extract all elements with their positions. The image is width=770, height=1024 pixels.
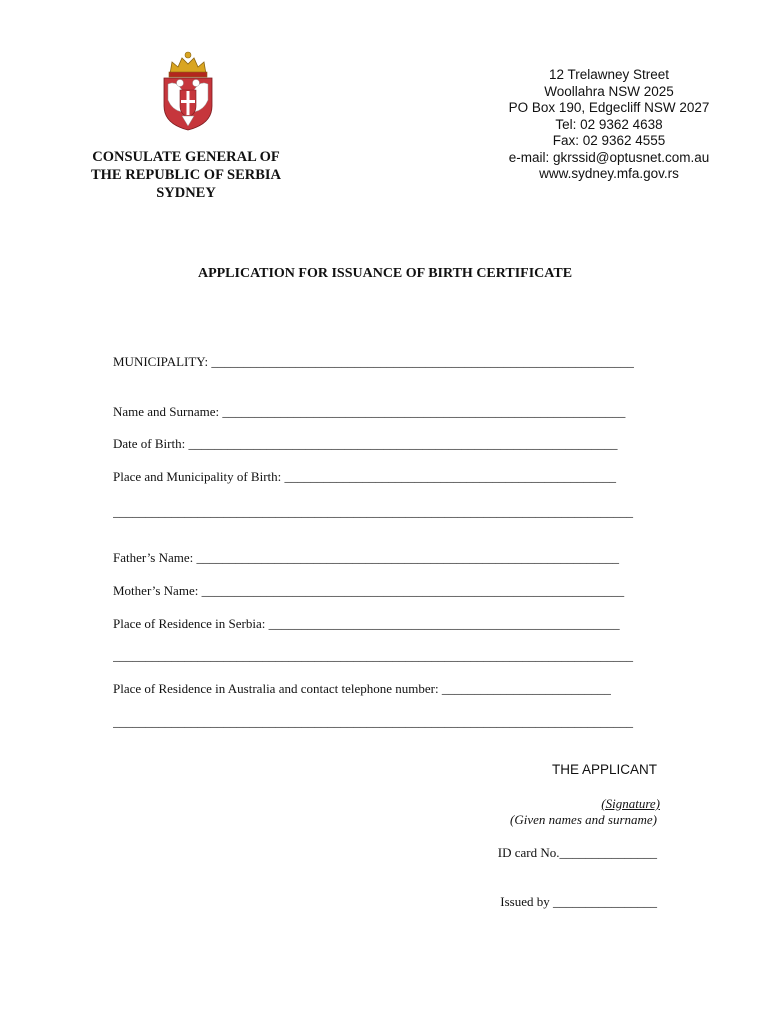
- residence-australia-label: Place of Residence in Australia and contact telephone number:: [113, 681, 442, 696]
- given-names-label: (Given names and surname): [510, 812, 657, 827]
- signature-label: (Signature): [601, 796, 660, 811]
- municipality-blank[interactable]: _________________________________________________________________: [211, 354, 634, 369]
- name-surname-blank[interactable]: ______________________________________________________________: [222, 404, 626, 419]
- consulate-line-3: SYDNEY: [156, 185, 216, 201]
- date-of-birth-label: Date of Birth:: [113, 436, 189, 451]
- mother-name-field[interactable]: [113, 583, 658, 599]
- address-email: e-mail: gkrssid@optusnet.com.au: [508, 149, 710, 165]
- residence-australia-continuation-blank[interactable]: ________________________________________________________________________________: [113, 714, 633, 729]
- residence-serbia-continuation[interactable]: [113, 648, 658, 664]
- residence-serbia-continuation-blank[interactable]: ________________________________________________________________________________: [113, 648, 633, 663]
- id-card-label: ID card No.: [497, 845, 560, 860]
- residence-australia-continuation[interactable]: [113, 714, 658, 730]
- father-name-field[interactable]: [113, 550, 658, 566]
- father-name-label: Father’s Name:: [113, 550, 197, 565]
- consulate-line-2: THE REPUBLIC OF SERBIA: [90, 167, 281, 183]
- crown-icon: [169, 52, 207, 77]
- place-of-birth-continuation[interactable]: [113, 504, 658, 520]
- issued-by-blank[interactable]: ________________: [553, 894, 657, 909]
- place-of-birth-continuation-blank[interactable]: ________________________________________________________________________________: [113, 504, 633, 519]
- issued-by-field[interactable]: [500, 894, 657, 910]
- address-fax: Fax: 02 9362 4555: [552, 133, 666, 148]
- place-of-birth-blank[interactable]: ___________________________________________________: [284, 469, 616, 484]
- municipality-field[interactable]: [113, 354, 658, 370]
- name-surname-field[interactable]: [113, 404, 658, 420]
- consulate-line-1: CONSULATE GENERAL OF: [92, 149, 280, 165]
- place-of-birth-field[interactable]: [113, 469, 658, 485]
- date-of-birth-field[interactable]: [113, 436, 658, 452]
- address-street: 12 Trelawney Street: [548, 67, 670, 82]
- issued-by-label: Issued by: [500, 894, 553, 909]
- mother-name-label: Mother’s Name:: [113, 583, 202, 598]
- place-of-birth-label: Place and Municipality of Birth:: [113, 469, 285, 484]
- mother-name-blank[interactable]: _________________________________________________________________: [201, 583, 625, 598]
- residence-australia-field[interactable]: [113, 681, 658, 697]
- address-po-box: PO Box 190, Edgecliff NSW 2027: [508, 100, 710, 115]
- residence-serbia-blank[interactable]: ______________________________________________________: [268, 616, 620, 631]
- name-surname-label: Name and Surname:: [113, 404, 223, 419]
- consulate-name: [80, 148, 292, 202]
- date-of-birth-blank[interactable]: __________________________________________________________________: [188, 436, 618, 451]
- father-name-blank[interactable]: _________________________________________________________________: [196, 550, 620, 565]
- address-website: www.sydney.mfa.gov.rs: [539, 166, 679, 181]
- applicant-heading: THE APPLICANT: [551, 762, 657, 777]
- address-tel: Tel: 02 9362 4638: [555, 116, 663, 132]
- id-card-field[interactable]: [498, 845, 657, 861]
- address-suburb: Woollahra NSW 2025: [544, 83, 674, 99]
- form-title: APPLICATION FOR ISSUANCE OF BIRTH CERTIFICATE: [197, 266, 573, 281]
- consulate-address: [470, 67, 748, 183]
- residence-serbia-field[interactable]: [113, 616, 658, 632]
- residence-serbia-label: Place of Residence in Serbia:: [113, 616, 269, 631]
- residence-australia-blank[interactable]: __________________________: [441, 681, 611, 696]
- municipality-label: MUNICIPALITY:: [113, 354, 212, 369]
- id-card-blank[interactable]: _______________: [559, 845, 657, 860]
- serbian-coat-of-arms-icon: [160, 50, 216, 132]
